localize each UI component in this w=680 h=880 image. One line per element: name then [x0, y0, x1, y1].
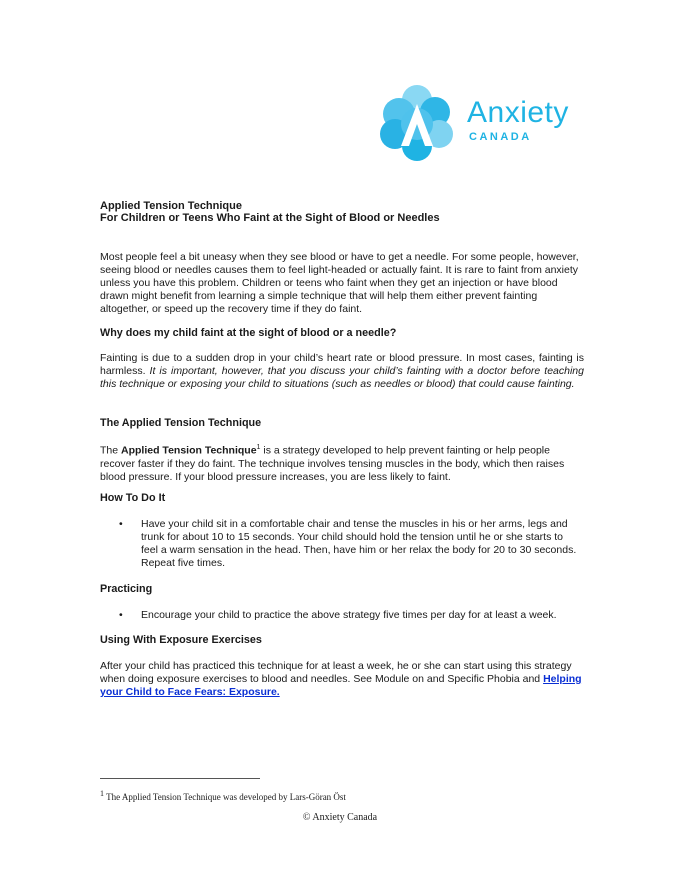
technique-heading: The Applied Tension Technique: [100, 417, 262, 429]
bullet-icon: •: [119, 609, 123, 621]
technique-term: Applied Tension Technique: [121, 444, 257, 457]
footnote: [100, 788, 346, 803]
howto-heading: How To Do It: [100, 492, 166, 504]
howto-item-text: Have your child sit in a comfortable chair and tense the muscles in his or her arms, legs and trunk for about 10 to 15 seconds. Your child should hold the tension until he or she starts to feel a warm sensation in the head. Then, have him or her relax the body for 20 to 30 seconds. Repeat five times.: [141, 518, 577, 569]
practicing-item-text: Encourage your child to practice the above strategy five times per day for at least a week.: [141, 609, 557, 621]
title-line-1: Applied Tension Technique: [100, 200, 242, 212]
logo-subtitle: CANADA: [469, 131, 532, 143]
practicing-heading: Practicing: [100, 583, 153, 595]
technique-lead: The: [100, 444, 122, 457]
bullet-icon: •: [119, 518, 123, 530]
footnote-ref: 1: [256, 444, 261, 451]
technique-paragraph: [100, 441, 584, 484]
exposure-paragraph: [100, 660, 584, 699]
anxiety-canada-logo: [377, 82, 587, 164]
why-paragraph: [100, 352, 584, 391]
logo-flower-icon: [377, 82, 457, 164]
footnote-text: The Applied Tension Technique was developed by Lars-Göran Öst: [104, 792, 346, 802]
why-text: Fainting is due to a sudden drop in your child’s heart rate or blood pressure. In most cases, fainting is harmless.: [100, 352, 584, 377]
intro-paragraph: Most people feel a bit uneasy when they see blood or have to get a needle. For some people, however, seeing blood or needles causes them to feel light-headed or actually faint. It is rare to faint from anxiety unless you have this problem. Children or teens who faint when they get an injection or have blood drawn might benefit from learning a simple technique that will help them either prevent fainting altogether, or speed up the recovery time if they do faint.: [100, 251, 579, 315]
footnote-mark: 1: [100, 789, 104, 798]
document-title: [100, 200, 584, 224]
exposure-text: After your child has practiced this technique for at least a week, he or she can start using this strategy when doing exposure exercises to blood and needles. See Module on and Specific Phobia and: [100, 660, 572, 685]
why-heading: Why does my child faint at the sight of blood or a needle?: [100, 327, 397, 339]
technique-text: is a strategy developed to help prevent fainting or help people recover faster if they do faint. The technique involves tensing muscles in the body, which then raises blood pressure. If your blood pressure increases, you are less likely to faint.: [100, 444, 565, 483]
why-italic-text: It is important, however, that you discuss your child’s fainting with a doctor before teaching this technique or exposing your child to situations (such as needles or blood) that could cause fainting.: [100, 365, 584, 390]
title-line-2: For Children or Teens Who Faint at the Sight of Blood or Needles: [100, 212, 440, 224]
exposure-heading: Using With Exposure Exercises: [100, 634, 262, 646]
footnote-divider: [100, 778, 260, 779]
exposure-link[interactable]: Helping your Child to Face Fears: Exposure.: [100, 673, 582, 698]
logo-wordmark: Anxiety: [467, 96, 569, 129]
copyright-footer: © Anxiety Canada: [302, 812, 378, 823]
